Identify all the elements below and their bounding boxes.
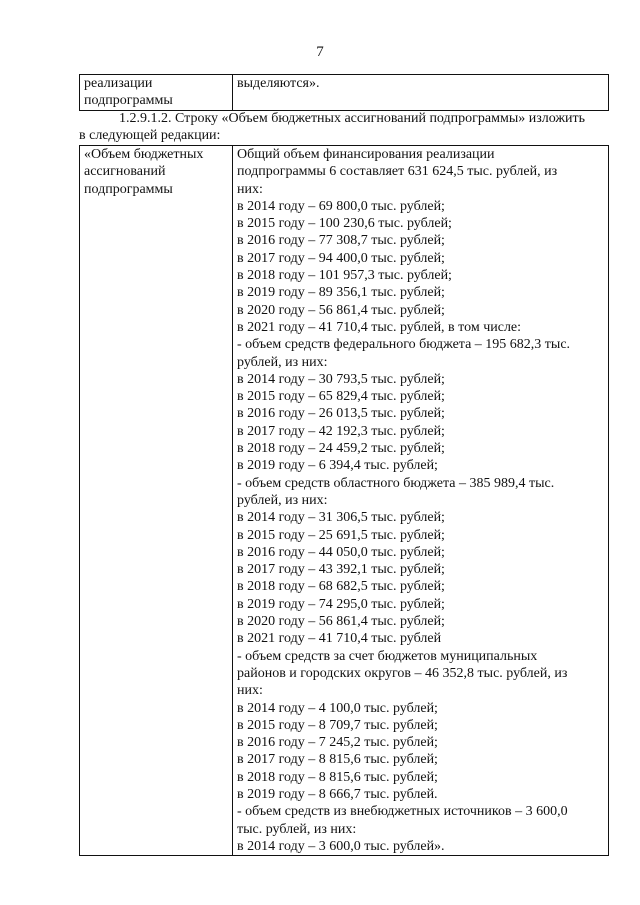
text-line: в 2015 году – 100 230,6 тыс. рублей; (237, 216, 452, 232)
text-line: ассигнований (84, 164, 166, 180)
text-line: рублей, из них: (237, 354, 328, 370)
table-cell-right (233, 75, 609, 111)
text-line: в 2014 году – 31 306,5 тыс. рублей; (237, 510, 445, 526)
text-line: тыс. рублей, из них: (237, 821, 357, 837)
text-line: в 2021 году – 41 710,4 тыс. рублей (237, 631, 442, 647)
text-line: в 2017 году – 42 192,3 тыс. рублей; (237, 423, 445, 439)
text-line: в 2017 году – 8 815,6 тыс. рублей; (237, 752, 438, 768)
text-line: рублей, из них: (237, 492, 328, 508)
text-line: в 2015 году – 65 829,4 тыс. рублей; (237, 389, 445, 405)
text-line: реализации (84, 76, 153, 91)
text-line: подпрограммы (84, 93, 173, 109)
text-line: в 2015 году – 8 709,7 тыс. рублей; (237, 717, 438, 733)
text-line: Общий объем финансирования реализации (237, 147, 495, 162)
text-line: в 2019 году – 6 394,4 тыс. рублей; (237, 458, 438, 474)
table-cell-right (233, 146, 609, 856)
text-line: в 2014 году – 3 600,0 тыс. рублей». (237, 838, 445, 854)
text-line: - объем средств областного бюджета – 385 989,4 тыс. (237, 475, 555, 491)
text-line: в 2018 году – 24 459,2 тыс. рублей; (237, 441, 445, 457)
text-line: в 2014 году – 30 793,5 тыс. рублей; (237, 371, 445, 387)
amendment-paragraph (79, 110, 611, 145)
text-line: в 2018 году – 8 815,6 тыс. рублей; (237, 769, 438, 785)
table-cell-left (80, 75, 233, 111)
text-line: в 2019 году – 89 356,1 тыс. рублей; (237, 285, 445, 301)
text-line: 1.2.9.1.2. Строку «Объем бюджетных ассигнований подпрограммы» изложить (119, 111, 586, 126)
text-line: подпрограммы 6 составляет 631 624,5 тыс. рублей, из (237, 164, 558, 180)
text-line: в 2020 году – 56 861,4 тыс. рублей; (237, 614, 445, 630)
text-line: в 2015 году – 25 691,5 тыс. рублей; (237, 527, 445, 543)
text-line: в 2018 году – 68 682,5 тыс. рублей; (237, 579, 445, 595)
text-line: в 2016 году – 26 013,5 тыс. рублей; (237, 406, 445, 422)
text-line: в следующей редакции: (79, 128, 221, 144)
text-line: подпрограммы (84, 181, 173, 197)
text-line: «Объем бюджетных (84, 147, 204, 162)
text-line: в 2017 году – 94 400,0 тыс. рублей; (237, 250, 445, 266)
text-line: в 2020 году – 56 861,4 тыс. рублей; (237, 302, 445, 318)
text-line: них: (237, 181, 263, 197)
text-line: в 2016 году – 44 050,0 тыс. рублей; (237, 544, 445, 560)
text-line: - объем средств за счет бюджетов муниципальных (237, 648, 538, 664)
text-line: них: (237, 683, 263, 699)
text-line: в 2017 году – 43 392,1 тыс. рублей; (237, 562, 445, 578)
text-line: в 2016 году – 77 308,7 тыс. рублей; (237, 233, 445, 249)
text-line: в 2018 году – 101 957,3 тыс. рублей; (237, 268, 452, 284)
text-line: - объем средств из внебюджетных источников – 3 600,0 (237, 804, 568, 820)
text-line: в 2021 году – 41 710,4 тыс. рублей, в том числе: (237, 319, 522, 335)
text-line: в 2014 году – 4 100,0 тыс. рублей; (237, 700, 438, 716)
table-row (80, 75, 609, 111)
table-cell-left (80, 146, 233, 856)
table-continuation (79, 74, 609, 111)
text-line: в 2019 году – 74 295,0 тыс. рублей; (237, 596, 445, 612)
text-line: в 2016 году – 7 245,2 тыс. рублей; (237, 735, 438, 751)
text-line: в 2019 году – 8 666,7 тыс. рублей. (237, 786, 438, 802)
budget-table (79, 145, 609, 856)
table-row (80, 146, 609, 856)
text-line: - объем средств федерального бюджета – 195 682,3 тыс. (237, 337, 571, 353)
page-number: 7 (316, 44, 324, 60)
text-line: выделяются». (237, 76, 320, 91)
text-line: в 2014 году – 69 800,0 тыс. рублей; (237, 198, 445, 214)
text-line: районов и городских округов – 46 352,8 тыс. рублей, из (237, 665, 568, 681)
